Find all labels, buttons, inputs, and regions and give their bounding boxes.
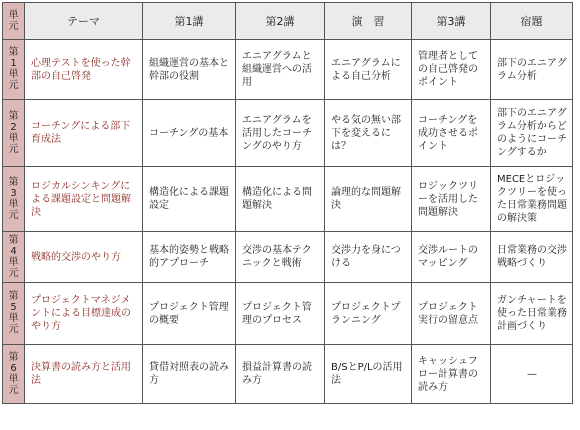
lecture3-text: キャッシュフロー計算書の読み方 [418, 355, 478, 393]
header-homework: 宿題 [491, 3, 573, 40]
exercise-cell [325, 345, 412, 404]
table-row [3, 283, 573, 345]
lecture2-text: 損益計算書の読み方 [242, 362, 312, 386]
homework-text: MECEとロジックツリーを使った日常業務問題の解決策 [497, 174, 567, 224]
unit-cell [3, 283, 25, 345]
lecture2-text: プロジェクト管理のプロセス [242, 301, 312, 326]
header-lecture1: 第1講 [143, 3, 236, 40]
theme-text: ロジカルシンキングによる課題設定と問題解決 [31, 180, 131, 218]
homework-cell [491, 232, 573, 283]
lecture1-cell [143, 40, 236, 100]
exercise-cell [325, 283, 412, 345]
unit-cell [3, 100, 25, 167]
exercise-cell [325, 40, 412, 100]
theme-cell [25, 167, 143, 232]
header-theme: テーマ [25, 3, 143, 40]
header-row [3, 3, 573, 40]
homework-cell [491, 100, 573, 167]
header-lecture2: 第2講 [236, 3, 325, 40]
unit-label: 第6単元 [8, 351, 19, 396]
homework-text: 部下のエニアグラム分析 [497, 57, 567, 82]
exercise-text: B/SとP/Lの活用法 [331, 362, 403, 386]
lecture2-cell [236, 232, 325, 283]
table-row [3, 345, 573, 404]
theme-text: コーチングによる部下育成法 [31, 121, 131, 145]
exercise-text: エニアグラムによる自己分析 [331, 57, 401, 82]
lecture1-cell [143, 345, 236, 404]
theme-cell [25, 283, 143, 345]
homework-cell [491, 345, 573, 404]
exercise-text: 論理的な問題解決 [331, 187, 401, 211]
unit-cell [3, 167, 25, 232]
lecture1-cell [143, 167, 236, 232]
lecture1-cell [143, 232, 236, 283]
lecture3-cell [412, 283, 491, 345]
homework-text: 部下のエニアグラム分析からどのようにコーチングするか [497, 108, 567, 158]
lecture1-cell [143, 283, 236, 345]
curriculum-table [2, 2, 573, 404]
lecture1-text: プロジェクト管理の概要 [149, 301, 229, 326]
unit-label: 第2単元 [8, 110, 19, 155]
unit-cell [3, 232, 25, 283]
unit-label: 第5単元 [8, 291, 19, 335]
unit-label: 第4単元 [8, 234, 19, 279]
exercise-cell [325, 100, 412, 167]
lecture3-cell [412, 232, 491, 283]
lecture2-cell [236, 100, 325, 167]
lecture3-text: 交渉ルートのマッピング [418, 245, 478, 269]
table-row [3, 167, 573, 232]
table-row [3, 232, 573, 283]
theme-text: 心理テストを使った幹部の自己啓発 [31, 57, 131, 82]
homework-text: — [527, 368, 537, 380]
theme-cell [25, 40, 143, 100]
lecture3-text: 管理者としての自己啓発のポイント [418, 51, 478, 88]
lecture1-text: 組織運営の基本と幹部の役割 [149, 57, 229, 82]
header-exercise: 演 習 [325, 3, 412, 40]
lecture2-cell [236, 40, 325, 100]
lecture2-text: エニアグラムと組織運営への活用 [242, 51, 312, 88]
theme-text: 戦略的交渉のやり方 [31, 251, 121, 263]
unit-cell [3, 345, 25, 404]
exercise-cell [325, 167, 412, 232]
theme-text: プロジェクトマネジメントによる目標達成のやり方 [31, 295, 131, 332]
header-lecture3: 第3講 [412, 3, 491, 40]
unit-cell [3, 40, 25, 100]
theme-cell [25, 345, 143, 404]
exercise-text: プロジェクトプランニング [331, 301, 401, 326]
unit-label: 第3単元 [8, 176, 19, 221]
lecture1-text: 基本的姿勢と戦略的アプローチ [149, 245, 229, 269]
theme-cell [25, 232, 143, 283]
lecture1-text: コーチングの基本 [149, 127, 229, 139]
lecture2-cell [236, 167, 325, 232]
lecture3-cell [412, 167, 491, 232]
theme-text: 決算書の読み方と活用法 [31, 362, 131, 386]
lecture1-text: 構造化による課題設定 [149, 187, 229, 211]
lecture3-text: プロジェクト実行の留意点 [418, 301, 478, 326]
exercise-text: やる気の無い部下を変えるには？ [331, 114, 401, 152]
homework-cell [491, 167, 573, 232]
lecture3-text: コーチングを成功させるポイント [418, 114, 478, 152]
table-row [3, 100, 573, 167]
lecture2-text: エニアグラムを活用したコーチングのやり方 [242, 114, 312, 152]
lecture3-cell [412, 40, 491, 100]
lecture1-text: 貸借対照表の読み方 [149, 362, 229, 386]
unit-label: 第1単元 [8, 47, 19, 91]
lecture3-cell [412, 345, 491, 404]
homework-text: ガンチャートを使った日常業務計画づくり [497, 295, 567, 332]
lecture3-text: ロジックツリーを活用した問題解決 [418, 180, 478, 218]
table-row [3, 40, 573, 100]
lecture2-cell [236, 283, 325, 345]
homework-cell [491, 40, 573, 100]
header-unit: 単元 [3, 3, 25, 40]
exercise-cell [325, 232, 412, 283]
lecture2-text: 構造化による問題解決 [242, 187, 312, 211]
lecture1-cell [143, 100, 236, 167]
theme-cell [25, 100, 143, 167]
lecture3-cell [412, 100, 491, 167]
lecture2-text: 交渉の基本テクニックと戦術 [242, 245, 312, 269]
lecture2-cell [236, 345, 325, 404]
homework-text: 日常業務の交渉戦略づくり [497, 245, 567, 269]
exercise-text: 交渉力を身につける [331, 245, 401, 269]
homework-cell [491, 283, 573, 345]
